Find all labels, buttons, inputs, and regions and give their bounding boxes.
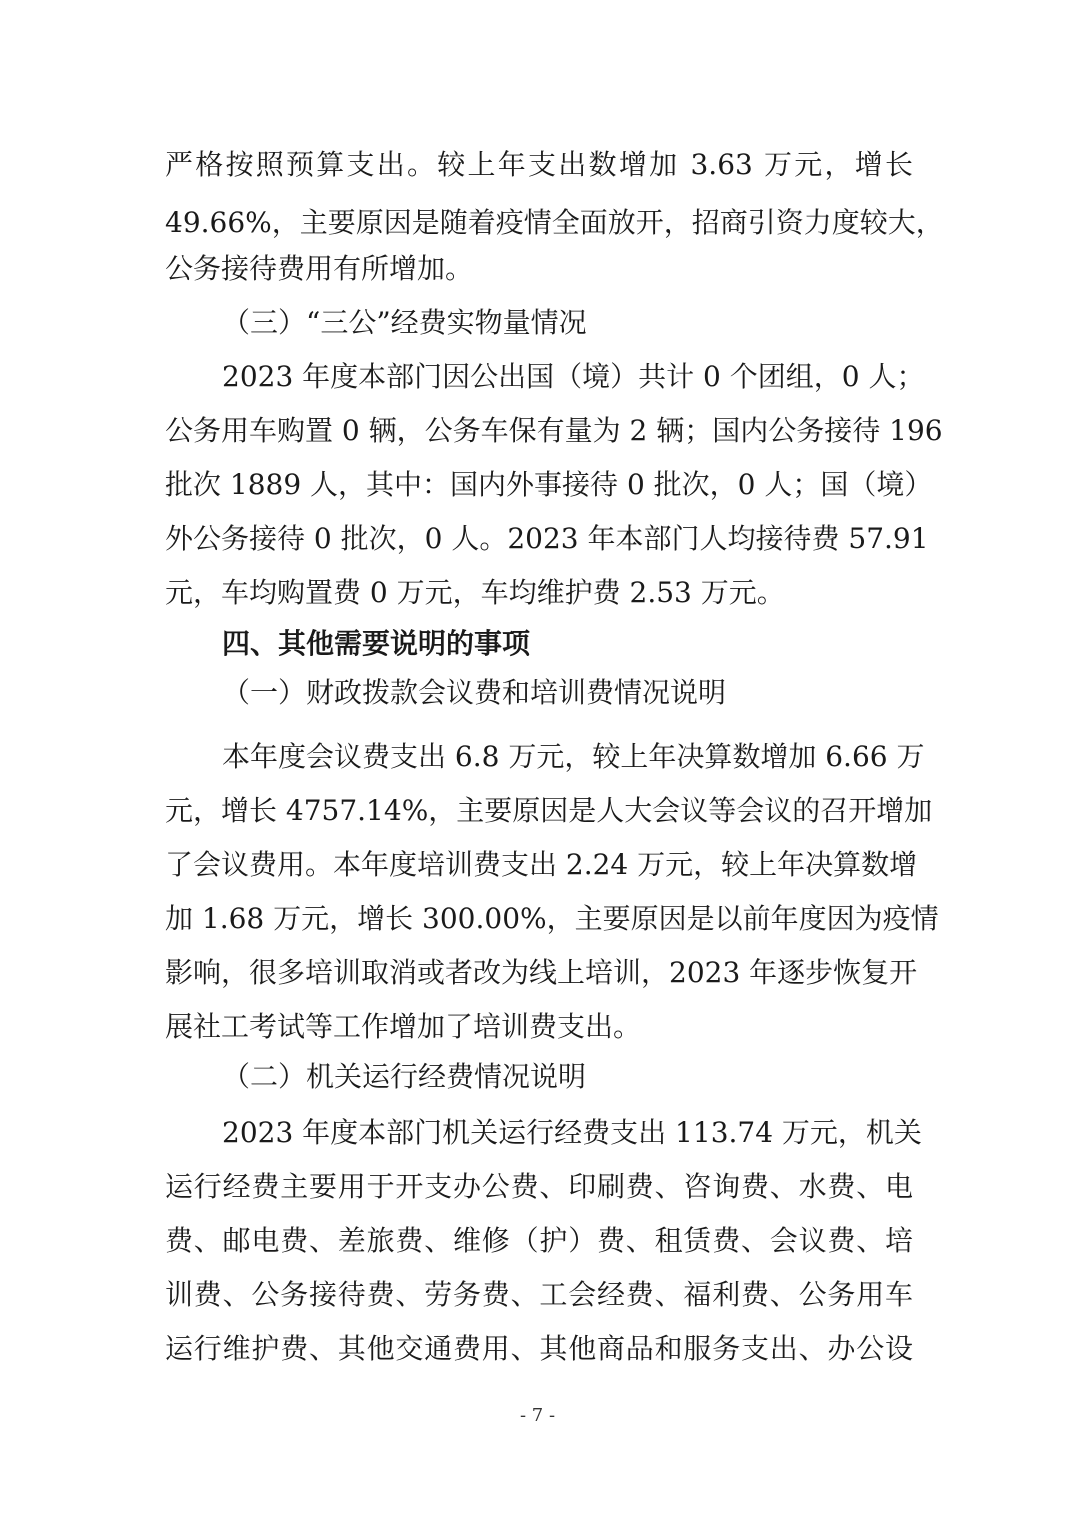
paragraph-line: 批次 1889 人，其中：国内外事接待 0 批次，0 人；国（境） (165, 468, 933, 501)
paragraph-line: 公务接待费用有所增加。 (165, 252, 474, 285)
paragraph-line: 2023 年度本部门因公出国（境）共计 0 个团组，0 人； (222, 360, 925, 393)
paragraph-line: 运行经费主要用于开支办公费、印刷费、咨询费、水费、电 (165, 1170, 913, 1203)
section-heading: 四、其他需要说明的事项 (222, 627, 531, 660)
section-subheading: （一）财政拨款会议费和培训费情况说明 (222, 676, 727, 709)
paragraph-line: 严格按照预算支出。较上年支出数增加 3.63 万元，增长 (165, 148, 913, 181)
paragraph-line: 本年度会议费支出 6.8 万元，较上年决算数增加 6.66 万 (222, 740, 925, 773)
paragraph-line: 元，增长 4757.14%，主要原因是人大会议等会议的召开增加 (165, 794, 933, 827)
paragraph-line: 影响，很多培训取消或者改为线上培训，2023 年逐步恢复开 (165, 956, 918, 989)
paragraph-line: 了会议费用。本年度培训费支出 2.24 万元，较上年决算数增 (165, 848, 918, 881)
paragraph-line: 外公务接待 0 批次，0 人。2023 年本部门人均接待费 57.91 (165, 522, 929, 555)
paragraph-line: 展社工考试等工作增加了培训费支出。 (165, 1010, 642, 1043)
paragraph-line: 49.66%，主要原因是随着疫情全面放开，招商引资力度较大， (165, 206, 944, 239)
section-subheading: （三）“三公”经费实物量情况 (222, 306, 587, 339)
paragraph-line: 公务用车购置 0 辆，公务车保有量为 2 辆；国内公务接待 196 (165, 414, 943, 447)
page-number: - 7 - (519, 1405, 556, 1426)
paragraph-line: 元，车均购置费 0 万元，车均维护费 2.53 万元。 (165, 576, 785, 609)
paragraph-line: 训费、公务接待费、劳务费、工会经费、福利费、公务用车 (165, 1278, 913, 1311)
section-subheading: （二）机关运行经费情况说明 (222, 1060, 587, 1093)
paragraph-line: 2023 年度本部门机关运行经费支出 113.74 万元，机关 (222, 1116, 922, 1149)
paragraph-line: 加 1.68 万元，增长 300.00%，主要原因是以前年度因为疫情 (165, 902, 939, 935)
paragraph-line: 运行维护费、其他交通费用、其他商品和服务支出、办公设 (165, 1332, 913, 1365)
paragraph-line: 费、邮电费、差旅费、维修（护）费、租赁费、会议费、培 (165, 1224, 913, 1257)
